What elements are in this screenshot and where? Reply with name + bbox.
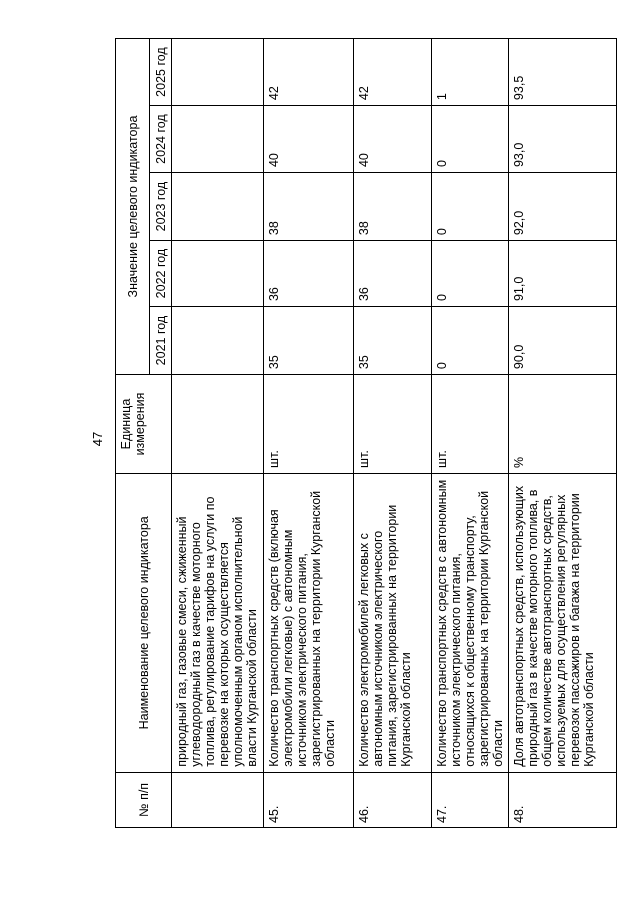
value-2025: 42: [264, 39, 354, 106]
header-indicator-name: Наименование целевого индикатора: [116, 473, 172, 772]
header-value-group: Значение целевого индикатора: [116, 39, 150, 375]
row-number: 46.: [354, 772, 432, 827]
row-number: 45.: [264, 772, 354, 827]
table-row: [264, 39, 354, 828]
value-2023: 0: [432, 173, 509, 241]
value-2025: 1: [432, 39, 509, 106]
value-2021: [172, 307, 264, 375]
value-2025: 93,5: [509, 39, 617, 106]
value-2021: 90,0: [509, 307, 617, 375]
value-2025: 42: [354, 39, 432, 106]
rotated-table-canvas: [115, 38, 617, 828]
header-year-2022: 2022 год: [150, 241, 172, 307]
page-number: 47: [90, 431, 105, 447]
value-2025: [172, 39, 264, 106]
value-2023: 38: [264, 173, 354, 241]
row-number: 48.: [509, 772, 617, 827]
value-2024: 93,0: [509, 106, 617, 173]
header-row-top: [116, 39, 150, 828]
unit-cell: шт.: [264, 375, 354, 474]
value-2021: 0: [432, 307, 509, 375]
value-2021: 35: [354, 307, 432, 375]
indicator-name: Количество транспортных средств с автономным источником электрического питания, относящихся к общественному транспорту, зарегистрированных на территории Курганской области: [432, 473, 509, 772]
value-2024: 40: [264, 106, 354, 173]
table-row: [172, 39, 264, 828]
target-indicators-table: [115, 38, 617, 828]
indicator-name: Количество электромобилей легковых с автономным источником электрического питания, зарегистрированных на территории Курганской области: [354, 473, 432, 772]
unit-cell: %: [509, 375, 617, 474]
header-unit: Единица измерения: [116, 375, 172, 474]
rotated-table-wrapper: [115, 38, 617, 828]
indicator-name: природный газ, газовые смеси, сжиженный углеводородный газ в качестве моторного топлива, регулирование тарифов на услуги по перевозке на которых осуществляется уполномоченным органом исполнительной власти Курганской области: [172, 473, 264, 772]
table-row: [509, 39, 617, 828]
indicator-name: Количество транспортных средств (включая электромобили легковые) с автономным источником электрического питания, зарегистрированных на территории Курганской области: [264, 473, 354, 772]
unit-cell: шт.: [432, 375, 509, 474]
value-2022: 0: [432, 241, 509, 307]
value-2023: 38: [354, 173, 432, 241]
unit-cell: шт.: [354, 375, 432, 474]
value-2024: 40: [354, 106, 432, 173]
value-2024: 0: [432, 106, 509, 173]
header-year-2025: 2025 год: [150, 39, 172, 106]
header-year-2023: 2023 год: [150, 173, 172, 241]
value-2023: [172, 173, 264, 241]
value-2022: 36: [264, 241, 354, 307]
value-2022: 91,0: [509, 241, 617, 307]
row-number: 47.: [432, 772, 509, 827]
value-2023: 92,0: [509, 173, 617, 241]
table-row: [354, 39, 432, 828]
indicator-name: Доля автотранспортных средств, использующих природный газ в качестве моторного топлива, в общем количестве автотранспортных средств, используемых для осуществления регулярных перевозок пассажиров и багажа на территории Курганской области: [509, 473, 617, 772]
value-2021: 35: [264, 307, 354, 375]
header-year-2024: 2024 год: [150, 106, 172, 173]
header-number: № п/п: [116, 772, 172, 827]
value-2024: [172, 106, 264, 173]
header-year-2021: 2021 год: [150, 307, 172, 375]
value-2022: [172, 241, 264, 307]
unit-cell: [172, 375, 264, 474]
table-row: [432, 39, 509, 828]
value-2022: 36: [354, 241, 432, 307]
row-number: [172, 772, 264, 827]
